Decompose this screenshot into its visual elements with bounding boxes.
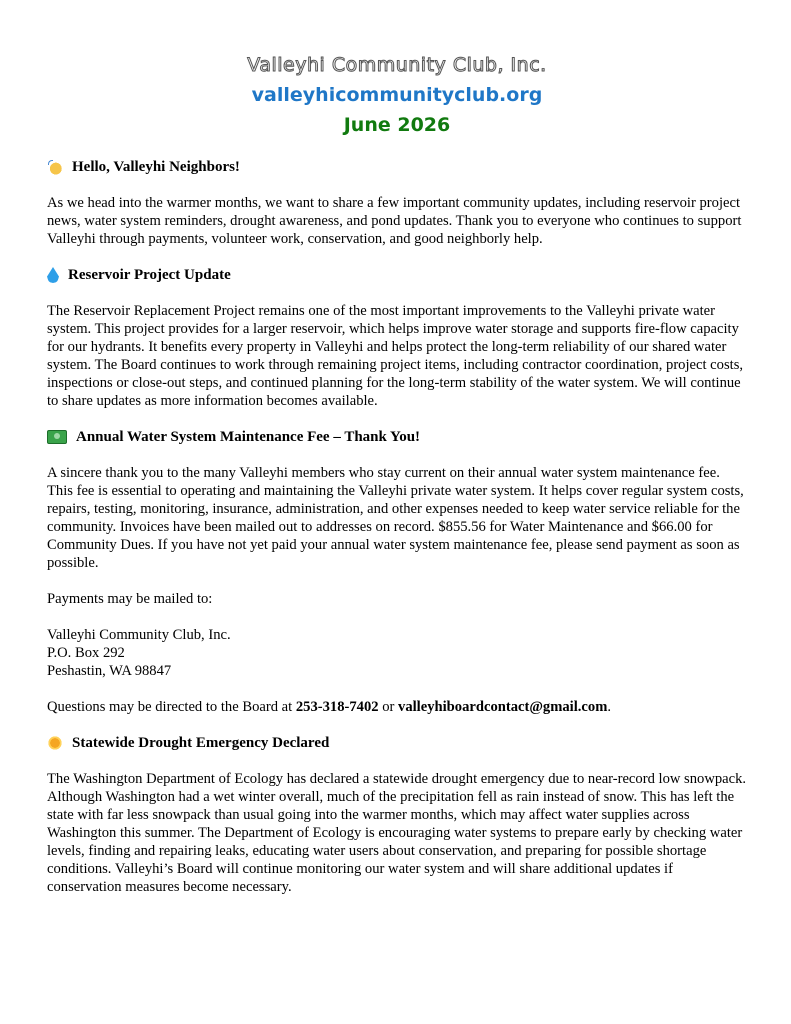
fee-heading-text: Annual Water System Maintenance Fee – Thank You! bbox=[76, 429, 421, 445]
spacer bbox=[47, 140, 747, 158]
questions-prefix: Questions may be directed to the Board at bbox=[47, 699, 296, 715]
mailing-address-line3: Peshastin, WA 98847 bbox=[47, 663, 172, 679]
reservoir-section bbox=[47, 266, 747, 410]
spacer bbox=[47, 716, 747, 734]
fee-section bbox=[47, 428, 747, 716]
spacer bbox=[47, 410, 747, 428]
board-phone[interactable]: 253-318-7402 bbox=[295, 699, 379, 715]
spacer bbox=[47, 608, 747, 626]
website-url[interactable]: valleyhicommunityclub.org bbox=[251, 84, 543, 106]
reservoir-heading bbox=[47, 266, 747, 284]
drought-heading bbox=[47, 734, 747, 752]
issue-date: June 2026 bbox=[343, 114, 451, 136]
drought-body: The Washington Department of Ecology has declared a statewide drought emergency due to near-record low snowpack. Although Washington had a wet winter overall, much of the precipitation fell as rain instead of snow. This has left the state with far less snowpack than usual going into the warmer months, which may affect water supplies across Washington this summer. The Department of Ecology is encouraging water systems to prepare early by checking water levels, finding and repairing leaks, educating water users about conservation, and preparing for possible shortage conditions. Valleyhi’s Board will continue monitoring our water system and will share additional updates if conservation measures become necessary. bbox=[47, 771, 747, 895]
spacer bbox=[47, 284, 747, 302]
fee-heading bbox=[47, 428, 747, 446]
reservoir-body: The Reservoir Replacement Project remains one of the most important improvements to the Valleyhi private water system. This project provides for a larger reservoir, which helps improve water storage and supports fire-flow capacity for our hydrants. It benefits every property in Valleyhi and helps protect the long-term reliability of our shared water system. The Board continues to work through remaining project items, including contractor coordination, project costs, inspections or close-out steps, and continued planning for the long-term stability of the water system. We will continue to share updates as more information becomes available. bbox=[47, 303, 744, 409]
mail-intro: Payments may be mailed to: bbox=[47, 591, 213, 607]
reservoir-heading-text: Reservoir Project Update bbox=[68, 267, 231, 283]
spacer bbox=[47, 572, 747, 590]
spacer bbox=[47, 680, 747, 698]
questions-suffix: . bbox=[607, 699, 612, 715]
masthead bbox=[47, 52, 747, 140]
water-drop-icon bbox=[47, 267, 59, 283]
waving-hand-icon bbox=[47, 159, 63, 175]
board-email[interactable]: valleyhiboardcontact@gmail.com bbox=[398, 699, 608, 715]
mailing-address-line1: Valleyhi Community Club, Inc. bbox=[47, 627, 231, 643]
money-icon bbox=[47, 430, 67, 444]
drought-section bbox=[47, 734, 747, 896]
club-name: Valleyhi Community Club, Inc. bbox=[247, 54, 547, 76]
mailing-address-line2: P.O. Box 292 bbox=[47, 645, 125, 661]
spacer bbox=[47, 176, 747, 194]
spacer bbox=[47, 752, 747, 770]
greeting-heading-text: Hello, Valleyhi Neighbors! bbox=[72, 159, 240, 175]
spacer bbox=[47, 446, 747, 464]
sun-icon bbox=[47, 735, 63, 751]
questions-line bbox=[47, 698, 747, 716]
greeting-heading bbox=[47, 158, 747, 176]
spacer bbox=[47, 248, 747, 266]
questions-or: or bbox=[378, 699, 399, 715]
drought-heading-text: Statewide Drought Emergency Declared bbox=[72, 735, 330, 751]
greeting-section bbox=[47, 158, 747, 248]
fee-body: A sincere thank you to the many Valleyhi members who stay current on their annual water system maintenance fee. This fee is essential to operating and maintaining the Valleyhi private water system. It helps cover regular system costs, repairs, testing, monitoring, insurance, administration, and other expenses needed to keep water service reliable for the community. Invoices have been mailed out to addresses on record. $855.56 for Water Maintenance and $66.00 for Community Dues. If you have not yet paid your annual water system maintenance fee, please send payment as soon as possible. bbox=[47, 465, 744, 571]
greeting-body: As we head into the warmer months, we want to share a few important community updates, including reservoir project news, water system reminders, drought awareness, and pond updates. Thank you to everyone who continues to support Valleyhi through payments, volunteer work, conservation, and good neighborly help. bbox=[47, 195, 742, 247]
